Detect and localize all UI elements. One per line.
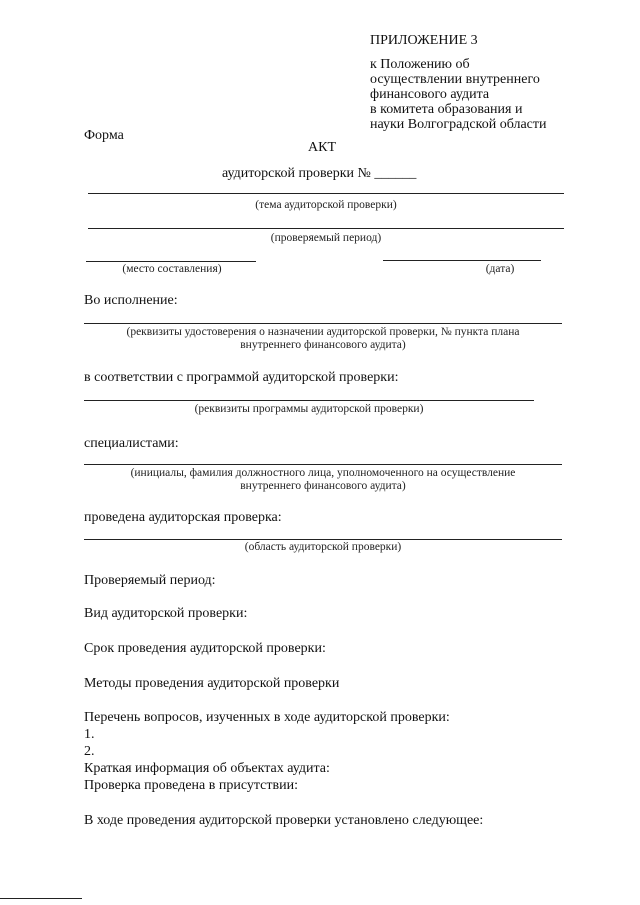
reference-line: науки Волгоградской области [370, 117, 547, 132]
caption-line: внутреннего финансового аудита) [240, 339, 406, 351]
specialists-caption [84, 467, 562, 493]
presence-item: Проверка проведена в присутствии: [84, 778, 298, 793]
place-caption: (место составления) [122, 263, 222, 275]
document-title: АКТ [308, 140, 336, 155]
specialists-line [84, 464, 562, 465]
appendix-number: ПРИЛОЖЕНИЕ 3 [370, 33, 478, 48]
scope-caption: (область аудиторской проверки) [244, 541, 402, 553]
questions-heading: Перечень вопросов, изученных в ходе аудиторской проверки: [84, 710, 450, 725]
reference-line: в комитета образования и [370, 102, 523, 117]
brief-info-item: Краткая информация об объектах аудита: [84, 761, 330, 776]
footnote-rule [0, 898, 82, 899]
appendix-reference [370, 57, 600, 132]
audit-methods-item: Методы проведения аудиторской проверки [84, 676, 340, 691]
topic-caption: (тема аудиторской проверки) [255, 199, 397, 211]
date-line [383, 260, 541, 261]
certificate-line [84, 323, 562, 324]
topic-line [88, 193, 564, 194]
findings-item: В ходе проведения аудиторской проверки установлено следующее: [84, 813, 484, 828]
caption-line: (инициалы, фамилия должностного лица, уполномоченного на осуществление [130, 467, 516, 479]
reference-line: к Положению об [370, 57, 470, 72]
caption-line: (реквизиты удостоверения о назначении аудиторской проверки, № пункта плана [126, 326, 520, 338]
question-number: 2. [84, 744, 95, 759]
audit-type-item: Вид аудиторской проверки: [84, 606, 248, 621]
place-line [86, 261, 256, 262]
program-caption: (реквизиты программы аудиторской проверки) [194, 403, 424, 415]
specialists-label: специалистами: [84, 436, 179, 451]
program-line [84, 400, 534, 401]
program-label: в соответствии с программой аудиторской проверки: [84, 370, 399, 385]
period-caption: (проверяемый период) [270, 232, 382, 244]
reference-line: финансового аудита [370, 87, 490, 102]
audit-term-item: Срок проведения аудиторской проверки: [84, 641, 326, 656]
caption-line: внутреннего финансового аудита) [240, 480, 406, 492]
question-number: 1. [84, 727, 95, 742]
date-caption: (дата) [485, 263, 515, 275]
act-number-line: аудиторской проверки № ______ [222, 166, 417, 181]
certificate-caption [84, 326, 562, 352]
execution-label: Во исполнение: [84, 293, 178, 308]
form-label: Форма [84, 128, 124, 143]
scope-line [84, 539, 562, 540]
reference-line: осуществлении внутреннего [370, 72, 540, 87]
audited-period-item: Проверяемый период: [84, 573, 216, 588]
conducted-label: проведена аудиторская проверка: [84, 510, 282, 525]
period-line [88, 228, 564, 229]
